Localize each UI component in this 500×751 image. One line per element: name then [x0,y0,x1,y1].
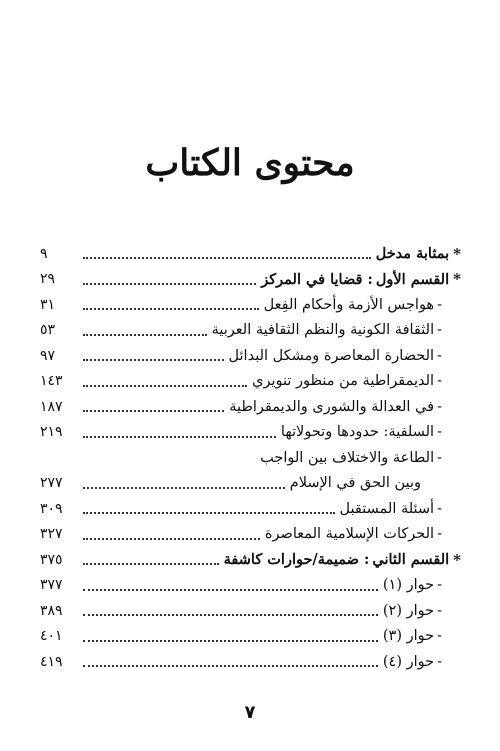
toc-entry-title: حوار (١) [382,577,435,594]
toc-entry-subtitle: : ضميمة/حوارات كاشفة [223,551,370,569]
dot-leader [83,613,378,616]
dot-leader [83,486,285,489]
toc-entry [40,471,461,497]
section-marker: * [453,550,461,569]
toc-entry-title: حوار (٤) [382,653,435,670]
entry-marker: - [437,373,442,390]
toc-entry-subtitle: : قضايا في المركز [261,270,373,288]
toc-page-number: ٩٧ [40,347,56,364]
dot-leader [83,511,335,514]
toc-page-number: ٢٧٧ [40,475,63,492]
table-of-contents [40,241,461,675]
toc-page-number: ٣٠٩ [40,500,63,517]
toc-page-number: ٣٨٩ [40,602,63,619]
toc-page-number: ١٤٣ [40,373,63,390]
dot-leader [83,639,378,642]
section-marker: * [453,270,461,289]
toc-entry-title: في العدالة والشورى والديمقراطية [229,398,435,415]
toc-entry [40,394,461,420]
entry-marker: - [437,628,442,645]
dot-leader [83,435,276,438]
dot-leader [83,588,378,591]
dot-leader [83,358,224,361]
toc-entry [40,649,461,675]
section-marker: * [453,244,461,263]
toc-entry-title: حوار (٣) [382,628,435,645]
toc-entry [40,573,461,599]
toc-entry [40,445,461,471]
entry-marker: - [437,653,442,670]
toc-page-number: ٢٩ [40,271,56,288]
toc-entry [40,292,461,318]
toc-page-number: ٢١٩ [40,424,63,441]
page-title: محتوى الكتاب [145,142,355,184]
toc-entry [40,318,461,344]
toc-entry [40,420,461,446]
toc-entry-title: الحضارة المعاصرة ومشكل البدائل [228,347,435,364]
entry-marker: - [437,296,442,313]
toc-entry-title: حوار (٢) [382,602,435,619]
entry-marker: - [437,526,442,543]
toc-entry [40,496,461,522]
dot-leader [83,537,260,540]
toc-entry-title: القسم الأول [375,270,450,288]
toc-entry [40,369,461,395]
entry-marker: - [437,322,442,339]
toc-page-number: ٤١٩ [40,653,63,670]
toc-page-number: ٣٧٧ [40,577,63,594]
toc-entry-title: القسم الثاني [372,551,450,569]
dot-leader [83,256,371,259]
toc-entry-title: الثقافة الكونية والنظم الثقافية العربية [211,322,435,339]
toc-entry-title: الحركات الإسلامية المعاصرة [264,526,435,543]
dot-leader [83,333,207,336]
toc-entry [40,522,461,548]
entry-marker: - [437,500,442,517]
dot-leader [83,384,247,387]
toc-page-number: ٣١ [40,296,56,313]
entry-marker: - [437,577,442,594]
dot-leader [83,282,256,285]
toc-page-number: ٩ [40,245,48,262]
entry-marker: - [437,602,442,619]
toc-page-number: ٥٣ [40,322,56,339]
dot-leader [83,562,219,565]
toc-entry [40,267,461,293]
toc-entry [40,547,461,573]
toc-entry-title: الديمقراطية من منظور تنويري [252,373,435,390]
toc-entry-title: وبين الحق في الإسلام [289,475,421,492]
dot-leader [83,664,378,667]
toc-page-number: ١٨٧ [40,398,63,415]
toc-entry-title: هواجس الأزمة وأحكام الفِعل [263,296,435,313]
toc-entry-title: بمثابة مدخل [375,245,450,263]
entry-marker: - [437,398,442,415]
toc-entry [40,241,461,267]
entry-marker: - [437,449,442,466]
toc-page-number: ٤٠١ [40,628,63,645]
toc-entry [40,624,461,650]
dot-leader [83,409,224,412]
toc-page-number: ٣٢٧ [40,526,63,543]
toc-page-number: ٣٧٥ [40,551,63,568]
toc-entry [40,343,461,369]
dot-leader [83,307,259,310]
toc-entry-title: السلفية: حدودها وتحولاتها [280,424,435,441]
toc-entry [40,598,461,624]
entry-marker: - [437,424,442,441]
page-number: ٧ [244,702,256,723]
entry-marker: - [437,347,442,364]
toc-entry-title: أسئلة المستقبل [339,500,435,517]
toc-entry-title: الطاعة والاختلاف بين الواجب [260,449,435,466]
